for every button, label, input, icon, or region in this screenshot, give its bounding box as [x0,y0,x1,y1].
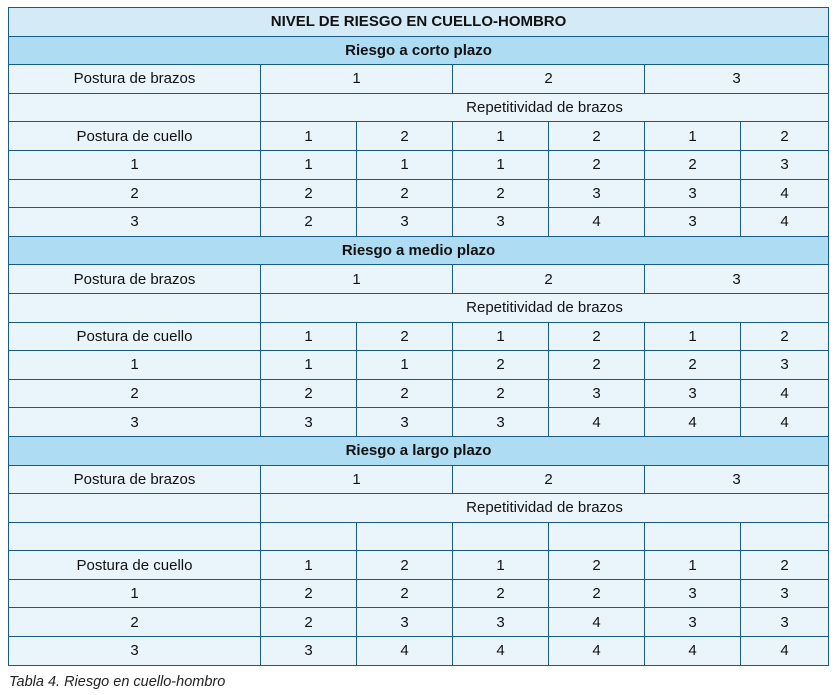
risk-cell: 4 [357,637,453,666]
risk-cell: 2 [261,208,357,237]
repetition-value: 1 [453,551,549,580]
risk-cell: 4 [645,637,741,666]
risk-cell: 4 [549,408,645,437]
repetition-value: 2 [357,122,453,151]
neck-posture-label: Postura de cuello [9,122,261,151]
risk-cell: 4 [741,179,829,208]
arm-posture-value: 1 [261,265,453,294]
table-row [9,637,829,666]
table-row [9,351,829,380]
arm-posture-value: 2 [453,465,645,494]
arm-posture-row [9,465,829,494]
neck-posture-value: 3 [9,637,261,666]
risk-cell: 2 [357,179,453,208]
risk-cell: 2 [261,379,357,408]
risk-cell: 4 [549,637,645,666]
arm-posture-row [9,265,829,294]
section-heading-long-term: Riesgo a largo plazo [9,436,829,465]
risk-cell: 2 [357,579,453,608]
risk-cell: 3 [357,608,453,637]
risk-cell: 3 [261,408,357,437]
risk-cell: 1 [261,351,357,380]
neck-posture-value: 2 [9,608,261,637]
repetition-label: Repetitividad de brazos [261,293,829,322]
risk-cell: 4 [741,408,829,437]
neck-posture-value: 1 [9,351,261,380]
risk-cell: 3 [741,608,829,637]
repetition-row [9,293,829,322]
risk-cell: 4 [741,637,829,666]
table-row [9,179,829,208]
empty-cell [9,522,261,551]
risk-cell: 3 [453,608,549,637]
risk-cell: 2 [549,351,645,380]
risk-table [8,7,829,666]
risk-cell: 2 [453,579,549,608]
risk-cell: 3 [453,208,549,237]
arm-posture-value: 1 [261,465,453,494]
neck-posture-value: 1 [9,150,261,179]
neck-header-row [9,551,829,580]
empty-cell [741,522,829,551]
section-heading-row [9,36,829,65]
arm-posture-value: 3 [645,65,829,94]
risk-cell: 2 [549,579,645,608]
empty-cell [357,522,453,551]
empty-cell [9,293,261,322]
neck-posture-label: Postura de cuello [9,322,261,351]
risk-cell: 3 [645,208,741,237]
repetition-value: 2 [741,551,829,580]
empty-cell [261,522,357,551]
risk-cell: 2 [645,150,741,179]
risk-cell: 3 [645,579,741,608]
risk-cell: 2 [645,351,741,380]
risk-cell: 4 [741,208,829,237]
risk-cell: 3 [645,379,741,408]
risk-cell: 1 [453,150,549,179]
risk-cell: 3 [645,608,741,637]
risk-cell: 3 [741,150,829,179]
arm-posture-label: Postura de brazos [9,265,261,294]
arm-posture-value: 3 [645,265,829,294]
arm-posture-value: 2 [453,265,645,294]
repetition-value: 2 [357,551,453,580]
neck-header-row [9,322,829,351]
risk-cell: 1 [357,150,453,179]
arm-posture-value: 1 [261,65,453,94]
arm-posture-row [9,65,829,94]
risk-cell: 2 [453,179,549,208]
empty-cell [549,522,645,551]
neck-posture-value: 3 [9,408,261,437]
risk-cell: 4 [549,608,645,637]
repetition-value: 1 [453,322,549,351]
arm-posture-label: Postura de brazos [9,465,261,494]
repetition-label: Repetitividad de brazos [261,494,829,523]
repetition-value: 1 [645,322,741,351]
neck-posture-value: 2 [9,379,261,408]
repetition-value: 1 [261,122,357,151]
title-row [9,8,829,37]
table-title: NIVEL DE RIESGO EN CUELLO-HOMBRO [9,8,829,37]
neck-posture-value: 2 [9,179,261,208]
repetition-label: Repetitividad de brazos [261,93,829,122]
section-heading-row [9,236,829,265]
neck-posture-label: Postura de cuello [9,551,261,580]
repetition-value: 1 [261,551,357,580]
risk-cell: 3 [549,379,645,408]
empty-row [9,522,829,551]
risk-cell: 2 [261,179,357,208]
table-row [9,408,829,437]
neck-header-row [9,122,829,151]
empty-cell [9,494,261,523]
table-row [9,579,829,608]
repetition-row [9,93,829,122]
risk-cell: 2 [357,379,453,408]
risk-cell: 4 [453,637,549,666]
section-heading-medium-term: Riesgo a medio plazo [9,236,829,265]
risk-cell: 2 [261,608,357,637]
repetition-value: 2 [549,122,645,151]
empty-cell [9,93,261,122]
repetition-value: 1 [261,322,357,351]
empty-cell [453,522,549,551]
risk-cell: 3 [549,179,645,208]
table-row [9,208,829,237]
arm-posture-value: 2 [453,65,645,94]
repetition-value: 2 [357,322,453,351]
arm-posture-label: Postura de brazos [9,65,261,94]
risk-cell: 4 [645,408,741,437]
risk-cell: 3 [741,579,829,608]
section-heading-short-term: Riesgo a corto plazo [9,36,829,65]
risk-cell: 1 [261,150,357,179]
risk-cell: 3 [357,208,453,237]
arm-posture-value: 3 [645,465,829,494]
repetition-value: 2 [549,322,645,351]
risk-cell: 2 [453,351,549,380]
repetition-value: 1 [453,122,549,151]
repetition-value: 2 [741,322,829,351]
risk-cell: 3 [645,179,741,208]
risk-cell: 4 [549,208,645,237]
risk-cell: 2 [453,379,549,408]
section-heading-row [9,436,829,465]
repetition-value: 2 [549,551,645,580]
risk-cell: 4 [741,379,829,408]
risk-cell: 2 [261,579,357,608]
risk-cell: 3 [741,351,829,380]
repetition-value: 1 [645,551,741,580]
risk-cell: 3 [261,637,357,666]
empty-cell [645,522,741,551]
neck-posture-value: 1 [9,579,261,608]
risk-cell: 2 [549,150,645,179]
table-caption: Tabla 4. Riesgo en cuello-hombro [9,674,226,690]
repetition-value: 2 [741,122,829,151]
risk-cell: 3 [357,408,453,437]
risk-cell: 3 [453,408,549,437]
table-row [9,379,829,408]
repetition-value: 1 [645,122,741,151]
neck-posture-value: 3 [9,208,261,237]
repetition-row [9,494,829,523]
risk-cell: 1 [357,351,453,380]
table-row [9,608,829,637]
table-row [9,150,829,179]
